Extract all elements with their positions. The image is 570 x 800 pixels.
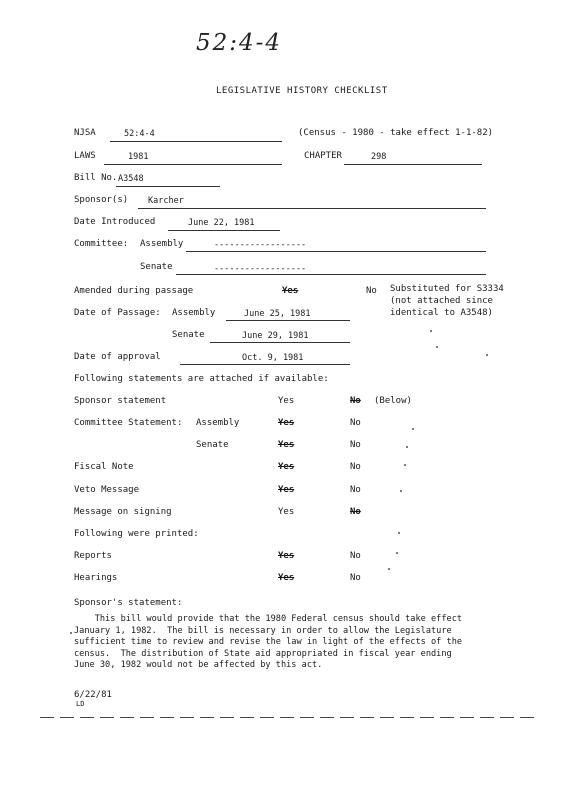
sponsor-statement-no: No — [350, 396, 361, 406]
committee-statement-assembly-no: No — [350, 418, 361, 428]
passage-senate-underline — [210, 342, 350, 343]
committee-senate-label: Senate — [140, 262, 173, 272]
substituted-note-3: identical to A3548) — [390, 308, 493, 318]
census-note: (Census - 1980 - take effect 1-1-82) — [298, 128, 494, 138]
sponsor-value: Karcher — [148, 196, 184, 206]
committee-statement-label: Committee Statement: — [74, 418, 183, 428]
committee-label: Committee: — [74, 239, 129, 249]
handwritten-statute-number: 52:4-4 — [196, 30, 283, 56]
scan-speck — [404, 464, 406, 466]
date-introduced-value: June 22, 1981 — [188, 218, 255, 228]
footer-date: 6/22/81 — [74, 690, 112, 700]
committee-assembly-value: ------------------ — [214, 240, 307, 250]
amended-no: No — [366, 286, 377, 296]
scan-speck — [396, 552, 398, 554]
statements-heading: Following statements are attached if available: — [74, 374, 329, 384]
passage-senate-value: June 29, 1981 — [242, 331, 309, 341]
laws-underline — [104, 164, 282, 165]
committee-senate-underline — [176, 274, 486, 275]
approval-label: Date of approval — [74, 352, 161, 362]
passage-senate-label: Senate — [172, 330, 205, 340]
date-introduced-label: Date Introduced — [74, 217, 156, 227]
statement-line: January 1, 1982. The bill is necessary in order to allow the Legislature — [74, 625, 452, 636]
statement-line: census. The distribution of State aid appropriated in fiscal year ending — [74, 648, 452, 659]
passage-label: Date of Passage: — [74, 308, 161, 318]
chapter-underline — [344, 164, 482, 165]
reports-label: Reports — [74, 551, 112, 561]
fiscal-note-yes: Yes — [278, 462, 295, 472]
message-on-signing-yes: Yes — [278, 507, 295, 517]
reports-yes: Yes — [278, 551, 295, 561]
footer-initials: LD — [76, 700, 85, 708]
statement-line: sufficient time to review and revise the law in light of the effects of the — [74, 637, 463, 648]
bill-underline — [116, 186, 220, 187]
scan-speck — [388, 568, 390, 570]
committee-statement-assembly-yes: Yes — [278, 418, 295, 428]
sponsor-statement-yes: Yes — [278, 396, 295, 406]
passage-assembly-value: June 25, 1981 — [244, 309, 311, 319]
sponsor-statement-heading: Sponsor's statement: — [74, 598, 183, 608]
hearings-no: No — [350, 573, 361, 583]
committee-senate-value: ------------------ — [214, 264, 307, 274]
amended-yes: Yes — [282, 286, 299, 296]
sponsor-underline — [138, 208, 486, 209]
scan-speck — [436, 346, 438, 348]
reports-no: No — [350, 551, 361, 561]
njsa-value: 52:4-4 — [124, 129, 155, 139]
chapter-label: CHAPTER — [304, 151, 342, 161]
passage-assembly-label: Assembly — [172, 308, 216, 318]
committee-assembly-underline — [186, 251, 486, 252]
bill-value: A3548 — [118, 174, 144, 184]
sponsor-label: Sponsor(s) — [74, 195, 129, 205]
sponsor-statement-note: (Below) — [374, 396, 412, 406]
scan-speck — [406, 446, 408, 448]
hearings-yes: Yes — [278, 573, 295, 583]
substituted-note-2: (not attached since — [390, 296, 493, 306]
printed-heading: Following were printed: — [74, 529, 199, 539]
fiscal-note-no: No — [350, 462, 361, 472]
statement-line: This bill would provide that the 1980 Federal census should take effect — [74, 614, 463, 624]
hearings-label: Hearings — [74, 573, 118, 583]
message-on-signing-no: No — [350, 507, 361, 517]
sponsor-statement-body — [74, 614, 504, 672]
veto-message-no: No — [350, 485, 361, 495]
bill-label: Bill No. — [74, 173, 118, 183]
scan-speck — [400, 490, 402, 492]
passage-assembly-underline — [226, 320, 350, 321]
committee-statement-assembly-label: Assembly — [196, 418, 240, 428]
committee-statement-senate-label: Senate — [196, 440, 229, 450]
sponsor-statement-label: Sponsor statement — [74, 396, 167, 406]
committee-assembly-label: Assembly — [140, 239, 184, 249]
scan-speck — [486, 354, 488, 356]
njsa-underline — [110, 141, 282, 142]
veto-message-label: Veto Message — [74, 485, 140, 495]
committee-statement-senate-no: No — [350, 440, 361, 450]
scan-speck — [430, 330, 432, 332]
amended-label: Amended during passage — [74, 286, 194, 296]
laws-label: LAWS — [74, 151, 96, 161]
approval-value: Oct. 9, 1981 — [242, 353, 304, 363]
laws-value: 1981 — [128, 152, 149, 162]
scan-speck — [70, 632, 72, 634]
statement-line: June 30, 1982 would not be affected by this act. — [74, 660, 323, 671]
njsa-label: NJSA — [74, 128, 96, 138]
approval-underline — [180, 364, 350, 365]
veto-message-yes: Yes — [278, 485, 295, 495]
dashed-divider — [40, 717, 540, 719]
message-on-signing-label: Message on signing — [74, 507, 172, 517]
substituted-note-1: Substituted for S3334 — [390, 284, 504, 294]
committee-statement-senate-yes: Yes — [278, 440, 295, 450]
date-introduced-underline — [168, 230, 280, 231]
scan-speck — [412, 428, 414, 430]
scan-speck — [398, 532, 400, 534]
chapter-value: 298 — [371, 152, 387, 162]
fiscal-note-label: Fiscal Note — [74, 462, 134, 472]
page-title: LEGISLATIVE HISTORY CHECKLIST — [216, 86, 388, 96]
